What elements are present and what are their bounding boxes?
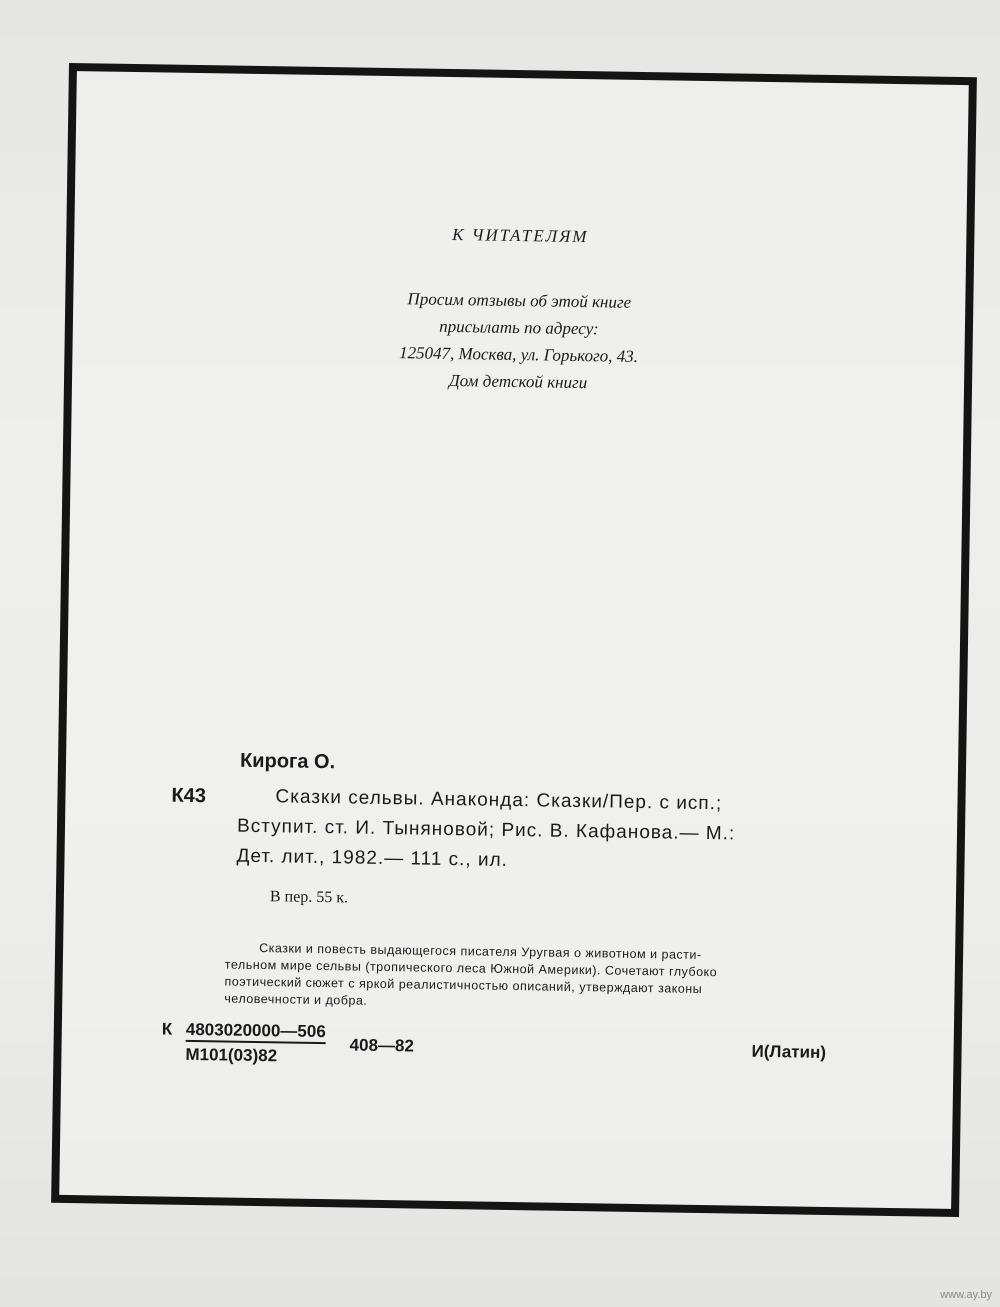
card-bibliographic-line: Вступит. ст. И. Тыняновой; Рис. В. Кафанова.— М.: xyxy=(236,815,736,845)
notice-line: Просим отзывы об этой книге xyxy=(407,289,632,312)
card-author: Кирога О. xyxy=(239,749,336,774)
card-call-number: К43 xyxy=(171,784,207,808)
card-annotation-line: Сказки и повесть выдающегося писателя Уругвая о животном и расти- xyxy=(259,941,702,962)
bbk-index: 4803020000—506 xyxy=(186,1020,326,1044)
card-bibliographic-line: Дет. лит., 1982.— 111 с., ил. xyxy=(236,845,509,871)
bbk-letter: К xyxy=(161,1019,173,1039)
notice-line: присылать по адресу: xyxy=(439,316,599,339)
bbk-language-mark: И(Латин) xyxy=(751,1041,827,1062)
card-annotation-line: человечности и добра. xyxy=(224,991,368,1008)
notice-address: 125047, Москва, ул. Горького, 43. xyxy=(398,343,639,366)
bbk-order-number: 408—82 xyxy=(349,1035,415,1056)
notice-heading: К ЧИТАТЕЛЯМ xyxy=(452,224,589,247)
card-bibliographic-line: Сказки сельвы. Анаконда: Сказки/Пер. с исп.; xyxy=(275,786,723,815)
bbk-series: М101(03)82 xyxy=(185,1044,278,1066)
notice-publisher-house: Дом детской книги xyxy=(448,370,588,393)
site-watermark: www.ay.by xyxy=(940,1289,992,1301)
card-annotation-line: поэтический сюжет с яркой реалистичностью описаний, утверждают законы xyxy=(224,974,703,996)
catalog-page-frame xyxy=(51,63,977,1217)
card-price: В пер. 55 к. xyxy=(269,888,349,907)
card-annotation-line: тельном мире сельвы (тропического леса Южной Америки). Сочетают глубоко xyxy=(224,957,718,980)
